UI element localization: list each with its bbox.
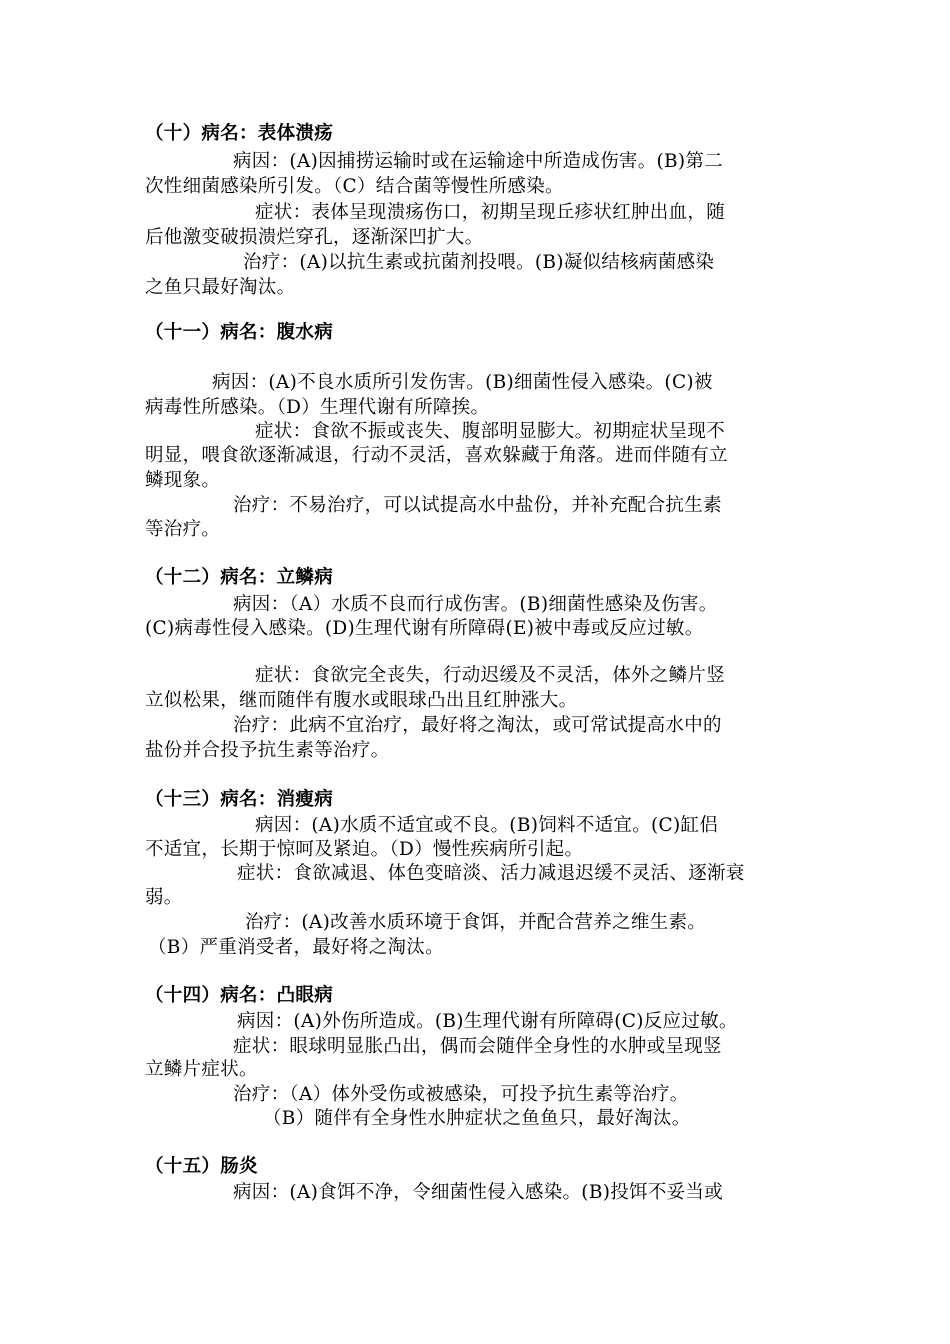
treatment-text: 盐份并合投予抗生素等治疗。: [145, 740, 390, 761]
cause-text: 不适宜，长期于惊呵及紧迫。（D）慢性疾病所引起。: [145, 839, 584, 860]
symptom-text: 后他激变破损溃烂穿孔，逐渐深凹扩大。: [145, 227, 484, 248]
treatment-text: 治疗：(A)改善水质环境于食饵，并配合营养之维生素。: [245, 912, 707, 933]
cause-text: 病因：(A)外伤所造成。(B)生理代谢有所障碍(C)反应过敏。: [237, 1011, 738, 1032]
treatment-text: 治疗：(A)以抗生素或抗菌剂投喂。(B)凝似结核病菌感染: [243, 252, 715, 273]
treatment-text: 之鱼只最好淘汰。: [145, 277, 296, 298]
symptom-text: 弱。: [145, 887, 183, 908]
treatment-text: 治疗：此病不宜治疗，最好将之淘汰，或可常试提高水中的: [233, 715, 722, 736]
symptom-text: 症状：食欲完全丧失，行动迟缓及不灵活，体外之鳞片竖: [255, 665, 726, 686]
section-heading: （十）病名：表体溃疡: [145, 123, 334, 144]
cause-text: 病毒性所感染。（D）生理代谢有所障挨。: [145, 397, 490, 418]
cause-text: 病因：(A)食饵不净，令细菌性侵入感染。(B)投饵不妥当或: [233, 1182, 724, 1203]
treatment-text: 治疗：（A）体外受伤或被感染，可投予抗生素等治疗。: [233, 1084, 689, 1105]
symptom-text: 鳞现象。: [145, 470, 221, 491]
cause-text: 病因：(A)水质不适宜或不良。(B)饲料不适宜。(C)缸侣: [255, 815, 719, 836]
cause-text: 病因：(A)不良水质所引发伤害。(B)细菌性侵入感染。(C)被: [212, 372, 713, 393]
treatment-text: 治疗：不易治疗，可以试提高水中盐份，并补充配合抗生素: [233, 495, 722, 516]
symptom-text: 症状：表体呈现溃疡伤口，初期呈现丘疹状红肿出血，随: [255, 202, 726, 223]
cause-text: (C)病毒性侵入感染。(D)生理代谢有所障碍(E)被中毒或反应过敏。: [145, 618, 704, 639]
cause-text: 病因：(A)因捕捞运输时或在运输途中所造成伤害。(B)第二: [233, 151, 724, 172]
section-heading: （十四）病名：凸眼病: [145, 985, 334, 1006]
section-heading: （十三）病名：消瘦病: [145, 789, 334, 810]
symptom-text: 立鳞片症状。: [145, 1059, 258, 1080]
treatment-text: （B）严重消受者，最好将之淘汰。: [148, 937, 444, 958]
symptom-text: 症状：食欲减退、体色变暗淡、活力减退迟缓不灵活、逐渐衰: [237, 863, 745, 884]
section-heading: （十五）肠炎: [145, 1156, 258, 1177]
treatment-text: 等治疗。: [145, 519, 221, 540]
treatment-text: （B）随伴有全身性水肿症状之鱼鱼只，最好淘汰。: [263, 1108, 691, 1129]
symptom-text: 症状：食欲不振或丧失、腹部明显膨大。初期症状呈现不: [255, 421, 726, 442]
symptom-text: 明显，喂食欲逐渐减退，行动不灵活，喜欢躲藏于角落。进而伴随有立: [145, 445, 728, 466]
cause-text: 病因：（A）水质不良而行成伤害。(B)细菌性感染及伤害。: [233, 594, 718, 615]
section-heading: （十二）病名：立鳞病: [145, 567, 334, 588]
section-heading: （十一）病名：腹水病: [145, 322, 334, 343]
symptom-text: 症状：眼球明显胀凸出，偶而会随伴全身性的水肿或呈现竖: [233, 1036, 722, 1057]
symptom-text: 立似松果，继而随伴有腹水或眼球凸出且红肿涨大。: [145, 690, 578, 711]
cause-text: 次性细菌感染所引发。（C）结合菌等慢性所感染。: [145, 176, 564, 197]
